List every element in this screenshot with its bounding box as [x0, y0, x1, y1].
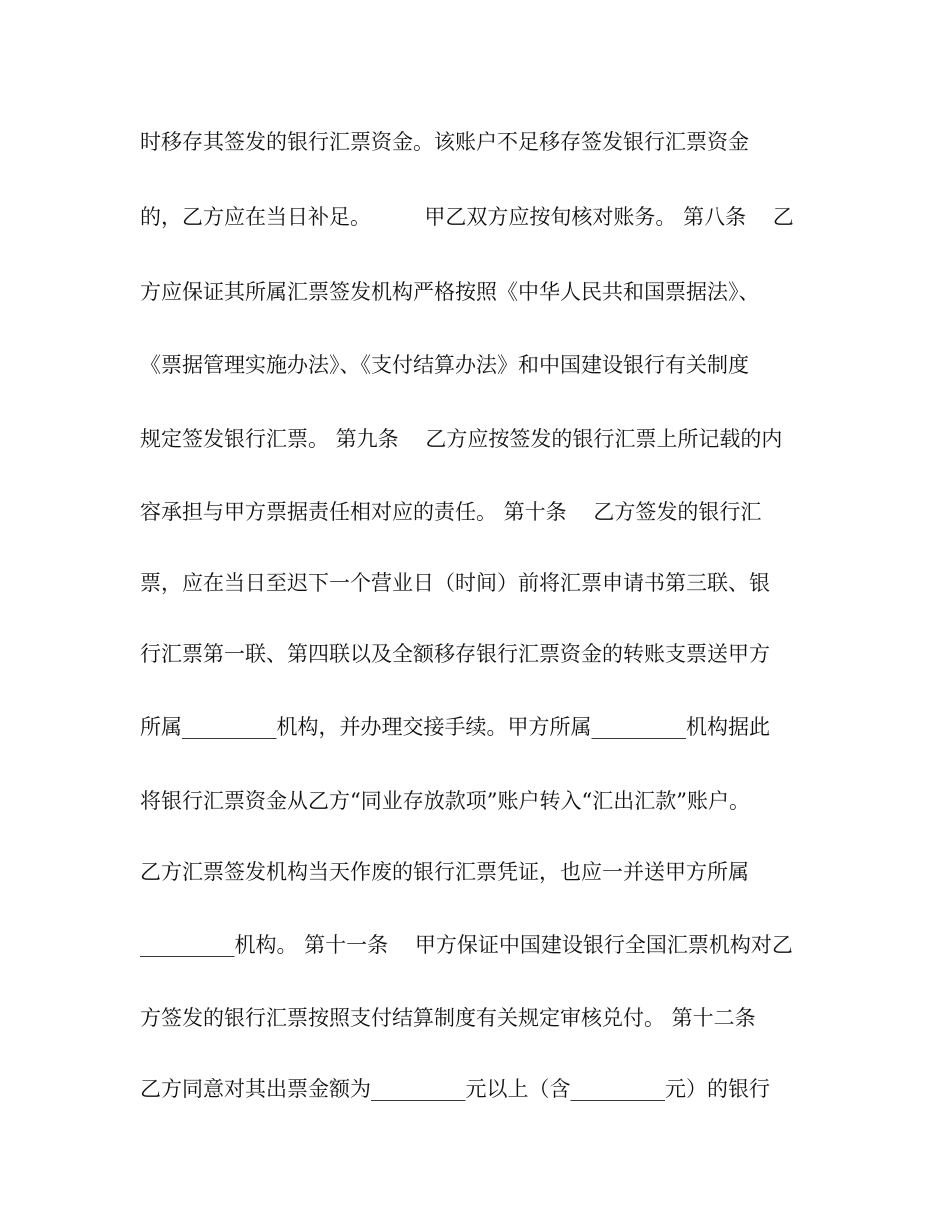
- text-line: 的，乙方应在当日补足。 甲乙双方应按旬核对账务。 第八条 乙: [140, 205, 794, 229]
- text-line: 行汇票第一联、第四联以及全额移存银行汇票资金的转账支票送甲方: [140, 642, 770, 666]
- text-line: 将银行汇票资金从乙方“同业存放款项”账户转入“汇出汇款”账户。: [140, 789, 750, 813]
- text-line: 时移存其签发的银行汇票资金。该账户不足移存签发银行汇票资金: [140, 130, 749, 154]
- text-line: 票，应在当日至迟下一个营业日（时间）前将汇票申请书第三联、银: [140, 571, 770, 595]
- text-line: 《票据管理实施办法》、《支付结算办法》和中国建设银行有关制度: [140, 353, 749, 377]
- text-line: 规定签发银行汇票。 第九条 乙方应按签发的银行汇票上所记载的内: [140, 427, 783, 451]
- text-line: 容承担与甲方票据责任相对应的责任。 第十条 乙方签发的银行汇: [140, 500, 762, 524]
- text-line: 乙方汇票签发机构当天作废的银行汇票凭证，也应一并送甲方所属: [140, 860, 749, 884]
- text-line: 方应保证其所属汇票签发机构严格按照《中华人民共和国票据法》、: [140, 280, 760, 304]
- text-line: 所属_________机构，并办理交接手续。甲方所属_________机构据此: [140, 715, 770, 739]
- text-line: 方签发的银行汇票按照支付结算制度有关规定审核兑付。 第十二条: [140, 1006, 756, 1030]
- text-line: _________机构。 第十一条 甲方保证中国建设银行全国汇票机构对乙: [140, 933, 793, 957]
- text-line: 乙方同意对其出票金额为_________元以上（含_________元）的银行: [140, 1077, 770, 1101]
